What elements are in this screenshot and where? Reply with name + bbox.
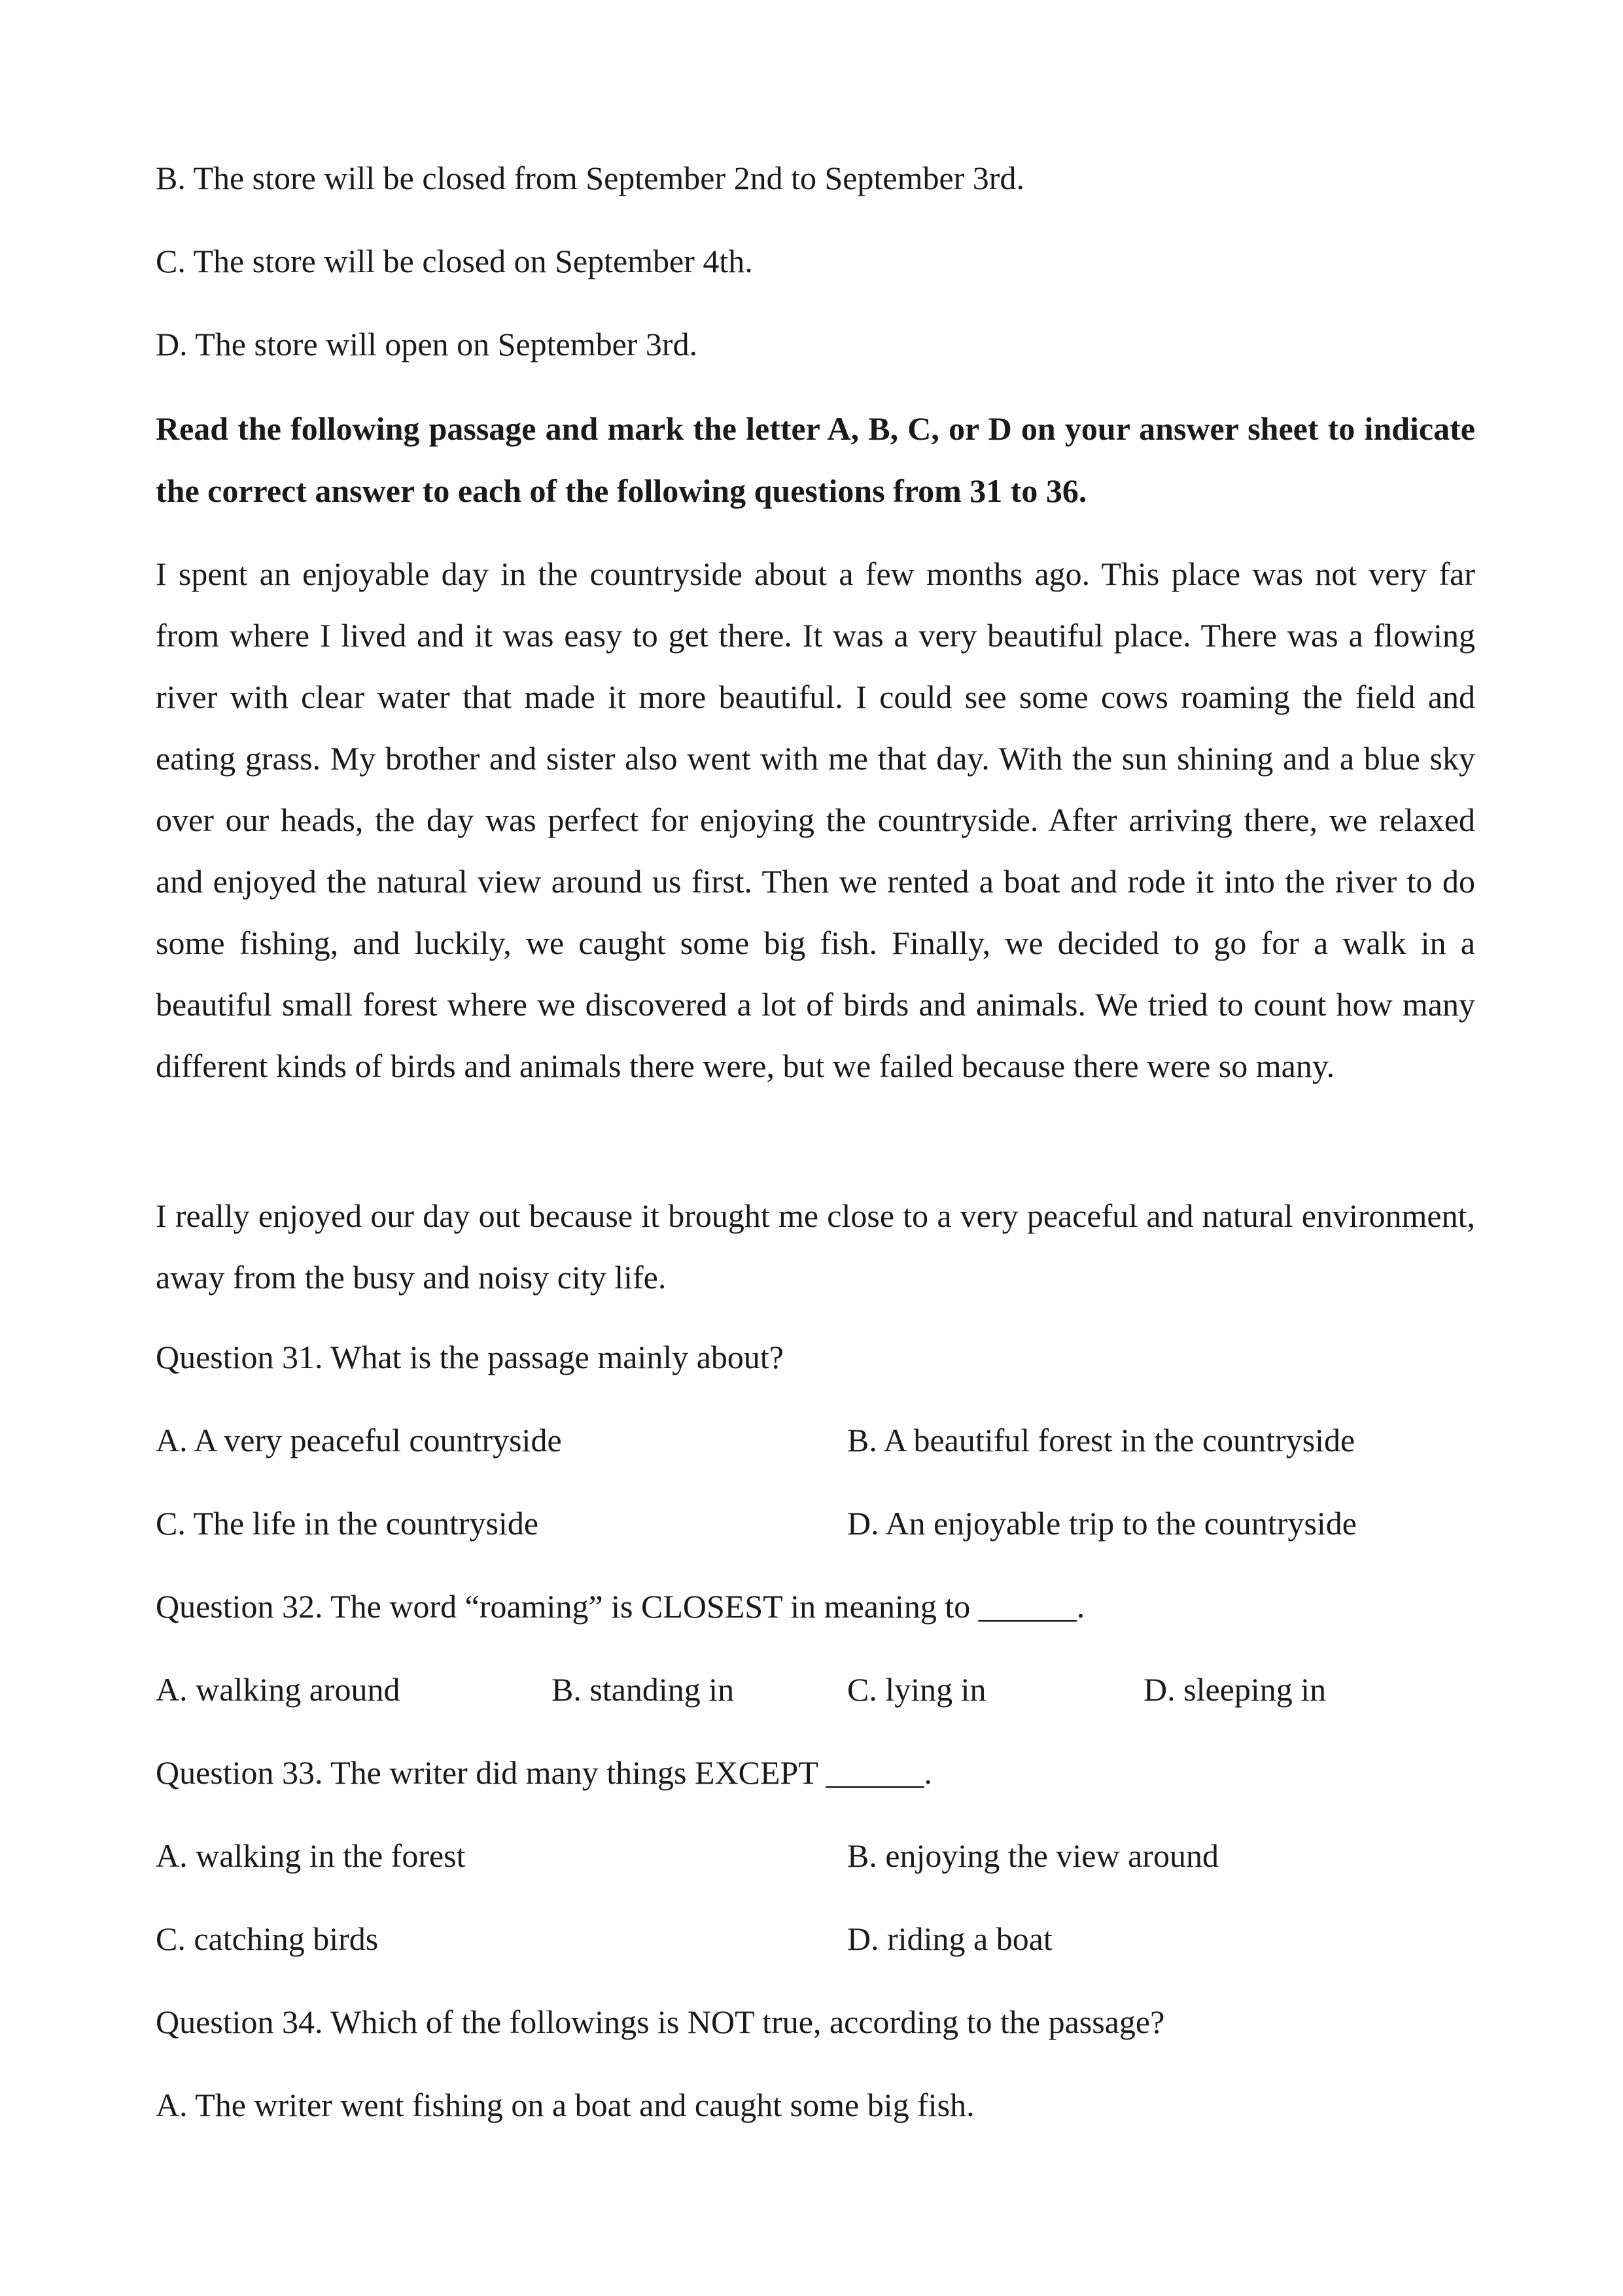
- question-34-option-a: A. The writer went fishing on a boat and caught some big fish.: [156, 2087, 975, 2123]
- question-31-option-a: A. A very peaceful countryside: [156, 1422, 562, 1458]
- question-31-stem: Question 31. What is the passage mainly about?: [156, 1339, 784, 1375]
- question-33-option-c: C. catching birds: [156, 1920, 379, 1957]
- previous-option-c: C. The store will be closed on September 4th.: [156, 243, 753, 279]
- question-33-stem: Question 33. The writer did many things EXCEPT ______.: [156, 1754, 932, 1791]
- question-32-option-a: A. walking around: [156, 1671, 400, 1708]
- section-instruction: Read the following passage and mark the letter A, B, C, or D on your answer sheet to indicate the correct answer to each of the following questions from 31 to 36.: [156, 410, 1475, 509]
- passage-paragraph-1: I spent an enjoyable day in the countryside about a few months ago. This place was not very far from where I lived and it was easy to get there. It was a very beautiful place. There was a flowing river with clear water that made it more beautiful. I could see some cows roaming the field and eating grass. My brother and sister also went with me that day. With the sun shining and a blue sky over our heads, the day was perfect for enjoying the countryside. After arriving there, we relaxed and enjoyed the natural view around us first. Then we rented a boat and rode it into the river to do some fishing, and luckily, we caught some big fish. Finally, we decided to go for a walk in a beautiful small forest where we discovered a lot of birds and animals. We tried to count how many different kinds of birds and animals there were, but we failed because there were so many.: [156, 556, 1475, 1084]
- question-33-option-d: D. riding a boat: [847, 1920, 1053, 1957]
- question-33-option-b: B. enjoying the view around: [847, 1837, 1219, 1874]
- question-32-option-d: D. sleeping in: [1143, 1671, 1327, 1708]
- question-31-option-c: C. The life in the countryside: [156, 1505, 539, 1542]
- question-32-stem: Question 32. The word “roaming” is CLOSEST in meaning to ______.: [156, 1588, 1085, 1625]
- question-32-option-b: B. standing in: [551, 1671, 735, 1708]
- question-33-option-a: A. walking in the forest: [156, 1837, 466, 1874]
- question-34-stem: Question 34. Which of the followings is NOT true, according to the passage?: [156, 2004, 1165, 2040]
- passage-paragraph-2: I really enjoyed our day out because it brought me close to a very peaceful and natural environment, away from the busy and noisy city life.: [156, 1197, 1475, 1296]
- question-31-option-d: D. An enjoyable trip to the countryside: [847, 1505, 1357, 1542]
- question-31-option-b: B. A beautiful forest in the countryside: [847, 1422, 1355, 1458]
- previous-option-d: D. The store will open on September 3rd.: [156, 326, 698, 362]
- question-32-option-c: C. lying in: [847, 1671, 986, 1708]
- previous-option-b: B. The store will be closed from September 2nd to September 3rd.: [156, 160, 1024, 196]
